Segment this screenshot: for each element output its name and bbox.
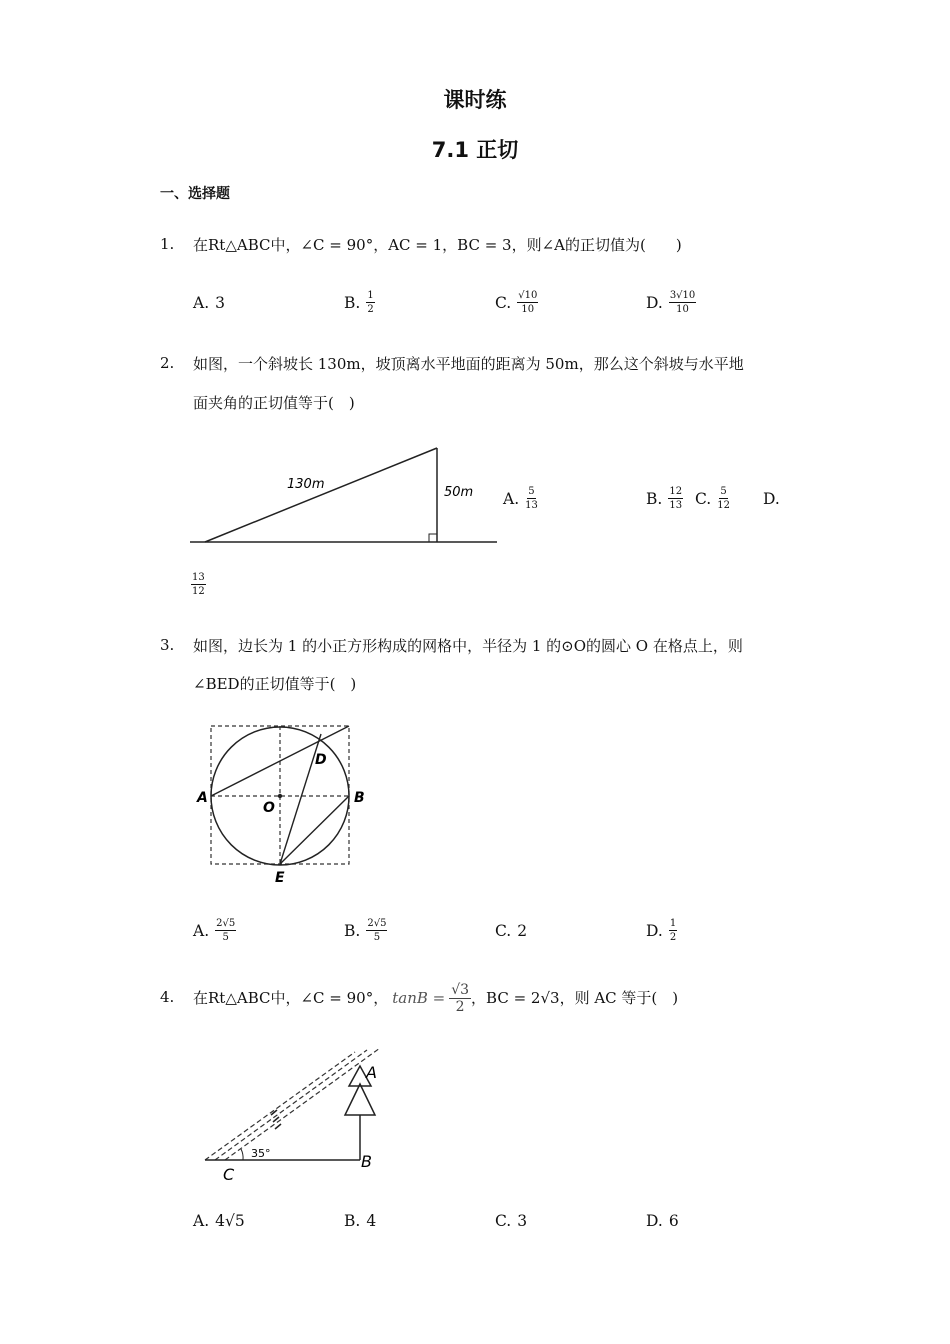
option-label: A. [193,1212,210,1230]
angle-arc [241,1149,243,1160]
question-text [193,978,678,1018]
option-d[interactable] [646,290,696,315]
option-b[interactable] [344,918,387,943]
fraction [215,918,236,943]
denominator: 12 [192,586,205,597]
circle-grid-figure [190,716,370,888]
option-c[interactable] [495,1212,527,1230]
mountain-figure [195,1040,395,1190]
option-d[interactable] [646,918,677,943]
dashed-line-3 [225,1048,380,1160]
option-label: D. [763,490,780,508]
option-label: C. [495,1212,512,1230]
option-b[interactable] [344,290,375,315]
numerator: √3 [451,981,470,998]
question-text-line1: 如图，边长为 1 的小正方形构成的网格中，半径为 1 的⊙O的圆心 O 在格点上，则 [193,637,743,655]
denominator: 13 [525,500,538,511]
height-label: 50m [444,485,474,500]
fraction [717,486,730,511]
option-label: A. [193,294,210,312]
slope-label: 130m [287,477,325,492]
question-number: 1. [160,235,175,253]
numerator: 2√5 [367,918,387,929]
label-o: O [263,800,275,816]
question-number: 3. [160,636,175,654]
numerator: 1 [367,290,374,301]
option-label: D. [646,1212,663,1230]
option-d-label[interactable] [763,490,786,508]
fraction [669,918,677,943]
label-d: D [315,752,327,768]
page-title: 课时练 [443,88,507,112]
section-heading: 一、选择题 [160,186,230,202]
denominator: 2 [367,304,374,315]
tan-fraction [449,982,471,1015]
numerator: 13 [192,572,205,583]
question-text-line1: 如图，一个斜坡长 130m，坡顶离水平地面的距离为 50m，那么这个斜坡与水平地 [193,355,744,373]
option-value: 3 [517,1212,528,1230]
numerator: 3√10 [669,290,696,301]
question-number: 2. [160,354,175,372]
label-c: C [223,1165,235,1184]
option-value: 4√5 [215,1212,245,1230]
option-b[interactable] [344,1212,376,1230]
question-text-pre: 在Rt△ABC中，∠C = 90°， [193,989,389,1007]
center-point [278,794,282,798]
option-label: B. [344,921,361,940]
option-value: 2 [517,922,528,940]
numerator: 5 [528,486,535,497]
option-value: 4 [366,1212,377,1230]
question-text-post: ，BC = 2√3，则 AC 等于( ) [471,989,679,1007]
slope-line [205,448,437,542]
numerator: √10 [518,290,538,301]
label-e: E [275,870,285,886]
option-label: C. [495,293,512,312]
question-text-line2: ∠BED的正切值等于( ) [193,675,357,693]
label-b: B [361,1152,372,1171]
option-label: D. [646,921,663,940]
denominator: 10 [676,304,689,315]
tree-lower [345,1084,375,1115]
option-a[interactable] [193,918,236,943]
option-value: 3 [215,294,225,312]
numerator: 1 [669,918,677,929]
question-number: 4. [160,988,175,1006]
page-subtitle: 7.1 正切 [431,138,519,162]
denominator: 2 [455,998,465,1015]
option-label: B. [344,1212,361,1230]
angle-label: 35° [251,1147,271,1160]
option-a[interactable] [193,1212,245,1230]
slope-figure [185,440,505,552]
option-d[interactable] [646,1212,679,1230]
option-label: B. [646,489,663,508]
option-label: C. [695,489,712,508]
label-a: A [366,1063,377,1082]
denominator: 12 [717,500,730,511]
option-c[interactable] [495,290,538,315]
option-d-value[interactable] [191,572,206,597]
fraction [366,290,374,315]
denominator: 5 [373,932,381,943]
numerator: 2√5 [216,918,236,929]
numerator: 12 [669,486,683,497]
arrow-mark-3 [275,1124,281,1129]
option-c[interactable] [495,922,527,940]
fraction [668,486,683,511]
question-text-line2: 面夹角的正切值等于( ) [193,394,355,412]
fraction [669,290,696,315]
option-a[interactable] [193,294,225,312]
fraction [525,486,538,511]
denominator: 5 [222,932,229,943]
dashed-line-2 [215,1050,367,1160]
denominator: 2 [669,932,677,943]
option-label: A. [193,921,210,940]
option-c[interactable] [695,486,730,511]
question-text: 在Rt△ABC中，∠C = 90°，AC = 1，BC = 3，则∠A的正切值为( ) [193,236,682,254]
label-b: B [354,790,365,806]
option-b[interactable] [646,486,683,511]
option-label: B. [344,293,361,312]
label-a: A [197,790,208,806]
option-a[interactable] [503,486,538,511]
fraction [366,918,387,943]
denominator: 10 [521,304,535,315]
option-label: A. [503,489,520,508]
fraction [191,572,206,597]
fraction [517,290,538,315]
numerator: 5 [720,486,727,497]
option-label: D. [646,293,663,312]
denominator: 13 [669,500,683,511]
option-label: C. [495,922,512,940]
option-value: 6 [668,1212,679,1230]
tan-label: tanB = [392,989,446,1007]
right-angle-mark [429,534,437,542]
dashed-line-1 [205,1052,355,1160]
